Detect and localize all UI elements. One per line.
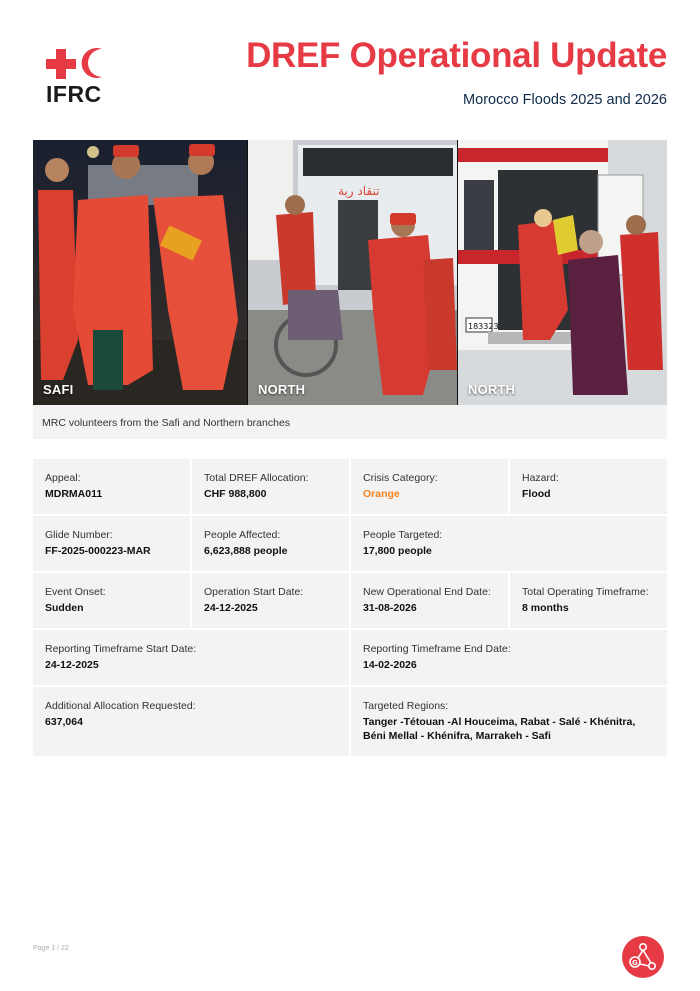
field-additional-allocation (33, 687, 349, 756)
page-number: Page 1 / 22 (33, 945, 69, 952)
field-glide-number (33, 516, 190, 571)
field-label: Hazard: (522, 472, 559, 484)
field-value: 6,623,888 people (204, 545, 288, 557)
red-cross-icon (46, 49, 76, 79)
field-appeal (33, 459, 190, 514)
field-reporting-end (351, 630, 667, 685)
info-row (33, 573, 667, 628)
field-value: Flood (522, 488, 551, 500)
svg-text:تنقاد ربة: تنقاد ربة (338, 184, 380, 198)
go-platform-icon (621, 935, 665, 979)
field-label: Total Operating Timeframe: (522, 586, 649, 598)
field-value: Sudden (45, 602, 84, 614)
field-label: Event Onset: (45, 586, 106, 598)
field-label: People Targeted: (363, 529, 443, 541)
field-value: MDRMA011 (45, 488, 103, 500)
field-value: 24-12-2025 (45, 659, 99, 671)
info-row (33, 516, 667, 571)
field-event-onset (33, 573, 190, 628)
field-total-operating-timeframe (510, 573, 667, 628)
field-total-dref-allocation (192, 459, 349, 514)
logo-wordmark: IFRC (46, 81, 102, 107)
photo-safi (33, 140, 247, 405)
info-row (33, 630, 667, 685)
field-value: 17,800 people (363, 545, 432, 557)
field-crisis-category (351, 459, 508, 514)
field-label: Operation Start Date: (204, 586, 304, 598)
field-label: Crisis Category: (363, 472, 438, 484)
photo-label-safi: SAFI (43, 382, 74, 397)
field-label: Targeted Regions: (363, 700, 449, 712)
field-reporting-start (33, 630, 349, 685)
info-row (33, 687, 667, 756)
field-label: New Operational End Date: (363, 586, 491, 598)
svg-text:G: G (632, 959, 638, 967)
page-subtitle: Morocco Floods 2025 and 2026 (463, 92, 667, 108)
field-people-targeted (351, 516, 667, 571)
photo-label-north-1: NORTH (258, 382, 306, 397)
field-value: 14-02-2026 (363, 659, 417, 671)
field-label: Reporting Timeframe Start Date: (45, 643, 197, 655)
photo-north-1 (248, 140, 457, 405)
svg-text:183323: 183323 (468, 322, 499, 331)
field-label: Total DREF Allocation: (204, 472, 309, 484)
field-hazard (510, 459, 667, 514)
field-label: Appeal: (45, 472, 81, 484)
field-label: People Affected: (204, 529, 281, 541)
field-value: 24-12-2025 (204, 602, 258, 614)
photo-north-2 (458, 140, 667, 405)
red-crescent-icon (80, 47, 108, 79)
field-label: Reporting Timeframe End Date: (363, 643, 511, 655)
ifrc-logo (46, 47, 108, 107)
field-label: Glide Number: (45, 529, 113, 541)
field-value: FF-2025-000223-MAR (45, 545, 151, 557)
field-targeted-regions (351, 687, 667, 756)
photo-caption: MRC volunteers from the Safi and Northern branches (33, 405, 667, 439)
field-people-affected (192, 516, 349, 571)
page-title: DREF Operational Update (246, 36, 667, 75)
field-operation-start-date (192, 573, 349, 628)
field-value: 637,064 (45, 716, 83, 728)
field-label: Additional Allocation Requested: (45, 700, 196, 712)
field-new-operational-end-date (351, 573, 508, 628)
info-grid (33, 459, 667, 758)
field-value: 8 months (522, 602, 569, 614)
photo-label-north-2: NORTH (468, 382, 516, 397)
info-row (33, 459, 667, 514)
field-value: Orange (363, 488, 400, 500)
field-value: 31-08-2026 (363, 602, 417, 614)
field-value: CHF 988,800 (204, 488, 267, 500)
photo-strip (33, 140, 667, 405)
field-value: Tanger -Tétouan -Al Houceima, Rabat - Salé - Khénitra, Béni Mellal - Khénifra, Marrakeh - Safi (363, 716, 636, 742)
